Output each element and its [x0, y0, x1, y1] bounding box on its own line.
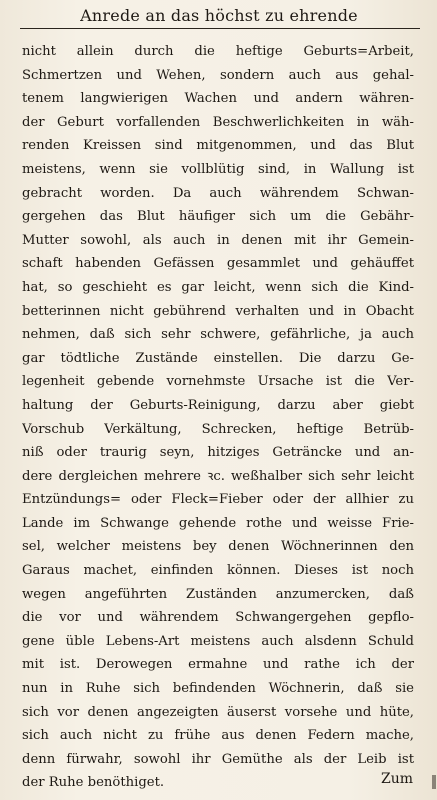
- body-text: [22, 40, 414, 795]
- text-line-last: der Ruhe benöthiget.: [22, 775, 165, 791]
- text-line: niß oder traurig seyn, hitziges Geträncke und an-: [22, 445, 414, 461]
- text-line: betterinnen nicht gebührend verhalten und in Obacht: [22, 303, 414, 319]
- text-line: gergehen das Blut häufiger sich um die Gebähr-: [22, 209, 414, 225]
- text-line: schaft habenden Gefässen gesammlet und gehäuffet: [22, 256, 414, 272]
- catchword: Zum: [380, 771, 413, 787]
- text-line: gar tödtliche Zustände einstellen. Die darzu Ge-: [22, 350, 414, 366]
- text-line: hat, so geschieht es gar leicht, wenn sich die Kind-: [22, 279, 414, 295]
- running-title: Anrede an das höchst zu ehrende: [80, 6, 358, 25]
- text-line: Lande im Schwange gehende rothe und weisse Frie-: [22, 515, 414, 531]
- text-line: die vor und währendem Schwangergehen gepflo-: [22, 610, 414, 626]
- text-line: wegen angeführten Zuständen anzumercken, daß: [22, 586, 414, 602]
- text-line: legenheit gebende vornehmste Ursache ist die Ver-: [22, 374, 414, 390]
- text-line: gebracht worden. Da auch währendem Schwan-: [22, 185, 414, 201]
- text-line: Schmertzen und Wehen, sondern auch aus gehal-: [22, 67, 414, 83]
- text-line: sich auch nicht zu frühe aus denen Federn mache,: [22, 728, 414, 744]
- text-line: denn fürwahr, sowohl ihr Gemüthe als der Leib ist: [22, 751, 414, 767]
- text-line: gene üble Lebens-Art meistens auch alsdenn Schuld: [22, 633, 414, 649]
- text-line: mit ist. Derowegen ermahne und rathe ich der: [22, 657, 414, 673]
- text-line: Mutter sowohl, als auch in denen mit ihr Gemein-: [22, 232, 414, 248]
- text-line: meistens, wenn sie vollblütig sind, in Wallung ist: [22, 161, 414, 177]
- text-line: der Geburt vorfallenden Beschwerlichkeiten in wäh-: [22, 114, 414, 130]
- page-edge-mark: [432, 775, 436, 789]
- header-rule: [20, 28, 420, 29]
- text-line: Vorschub Verkältung, Schrecken, heftige Betrüb-: [22, 421, 414, 437]
- text-line: nun in Ruhe sich befindenden Wöchnerin, daß sie: [22, 681, 414, 697]
- text-line: nehmen, daß sich sehr schwere, gefährliche, ja auch: [22, 327, 414, 343]
- text-line: sel, welcher meistens bey denen Wöchnerinnen den: [22, 539, 414, 555]
- text-line: nicht allein durch die heftige Geburts=Arbeit,: [22, 44, 414, 59]
- text-line: renden Kreissen sind mitgenommen, und das Blut: [22, 138, 414, 154]
- text-line: Garaus machet, einfinden können. Dieses ist noch: [22, 563, 414, 579]
- text-line: Entzündungs= oder Fleck=Fieber oder der allhier zu: [22, 492, 414, 508]
- text-line: haltung der Geburts-Reinigung, darzu aber giebt: [22, 397, 414, 413]
- text-line: dere dergleichen mehrere ꝛc. weßhalber sich sehr leicht: [22, 468, 414, 484]
- text-line: sich vor denen angezeigten äuserst vorsehe und hüte,: [22, 704, 414, 720]
- text-line: tenem langwierigen Wachen und andern währen-: [22, 91, 414, 107]
